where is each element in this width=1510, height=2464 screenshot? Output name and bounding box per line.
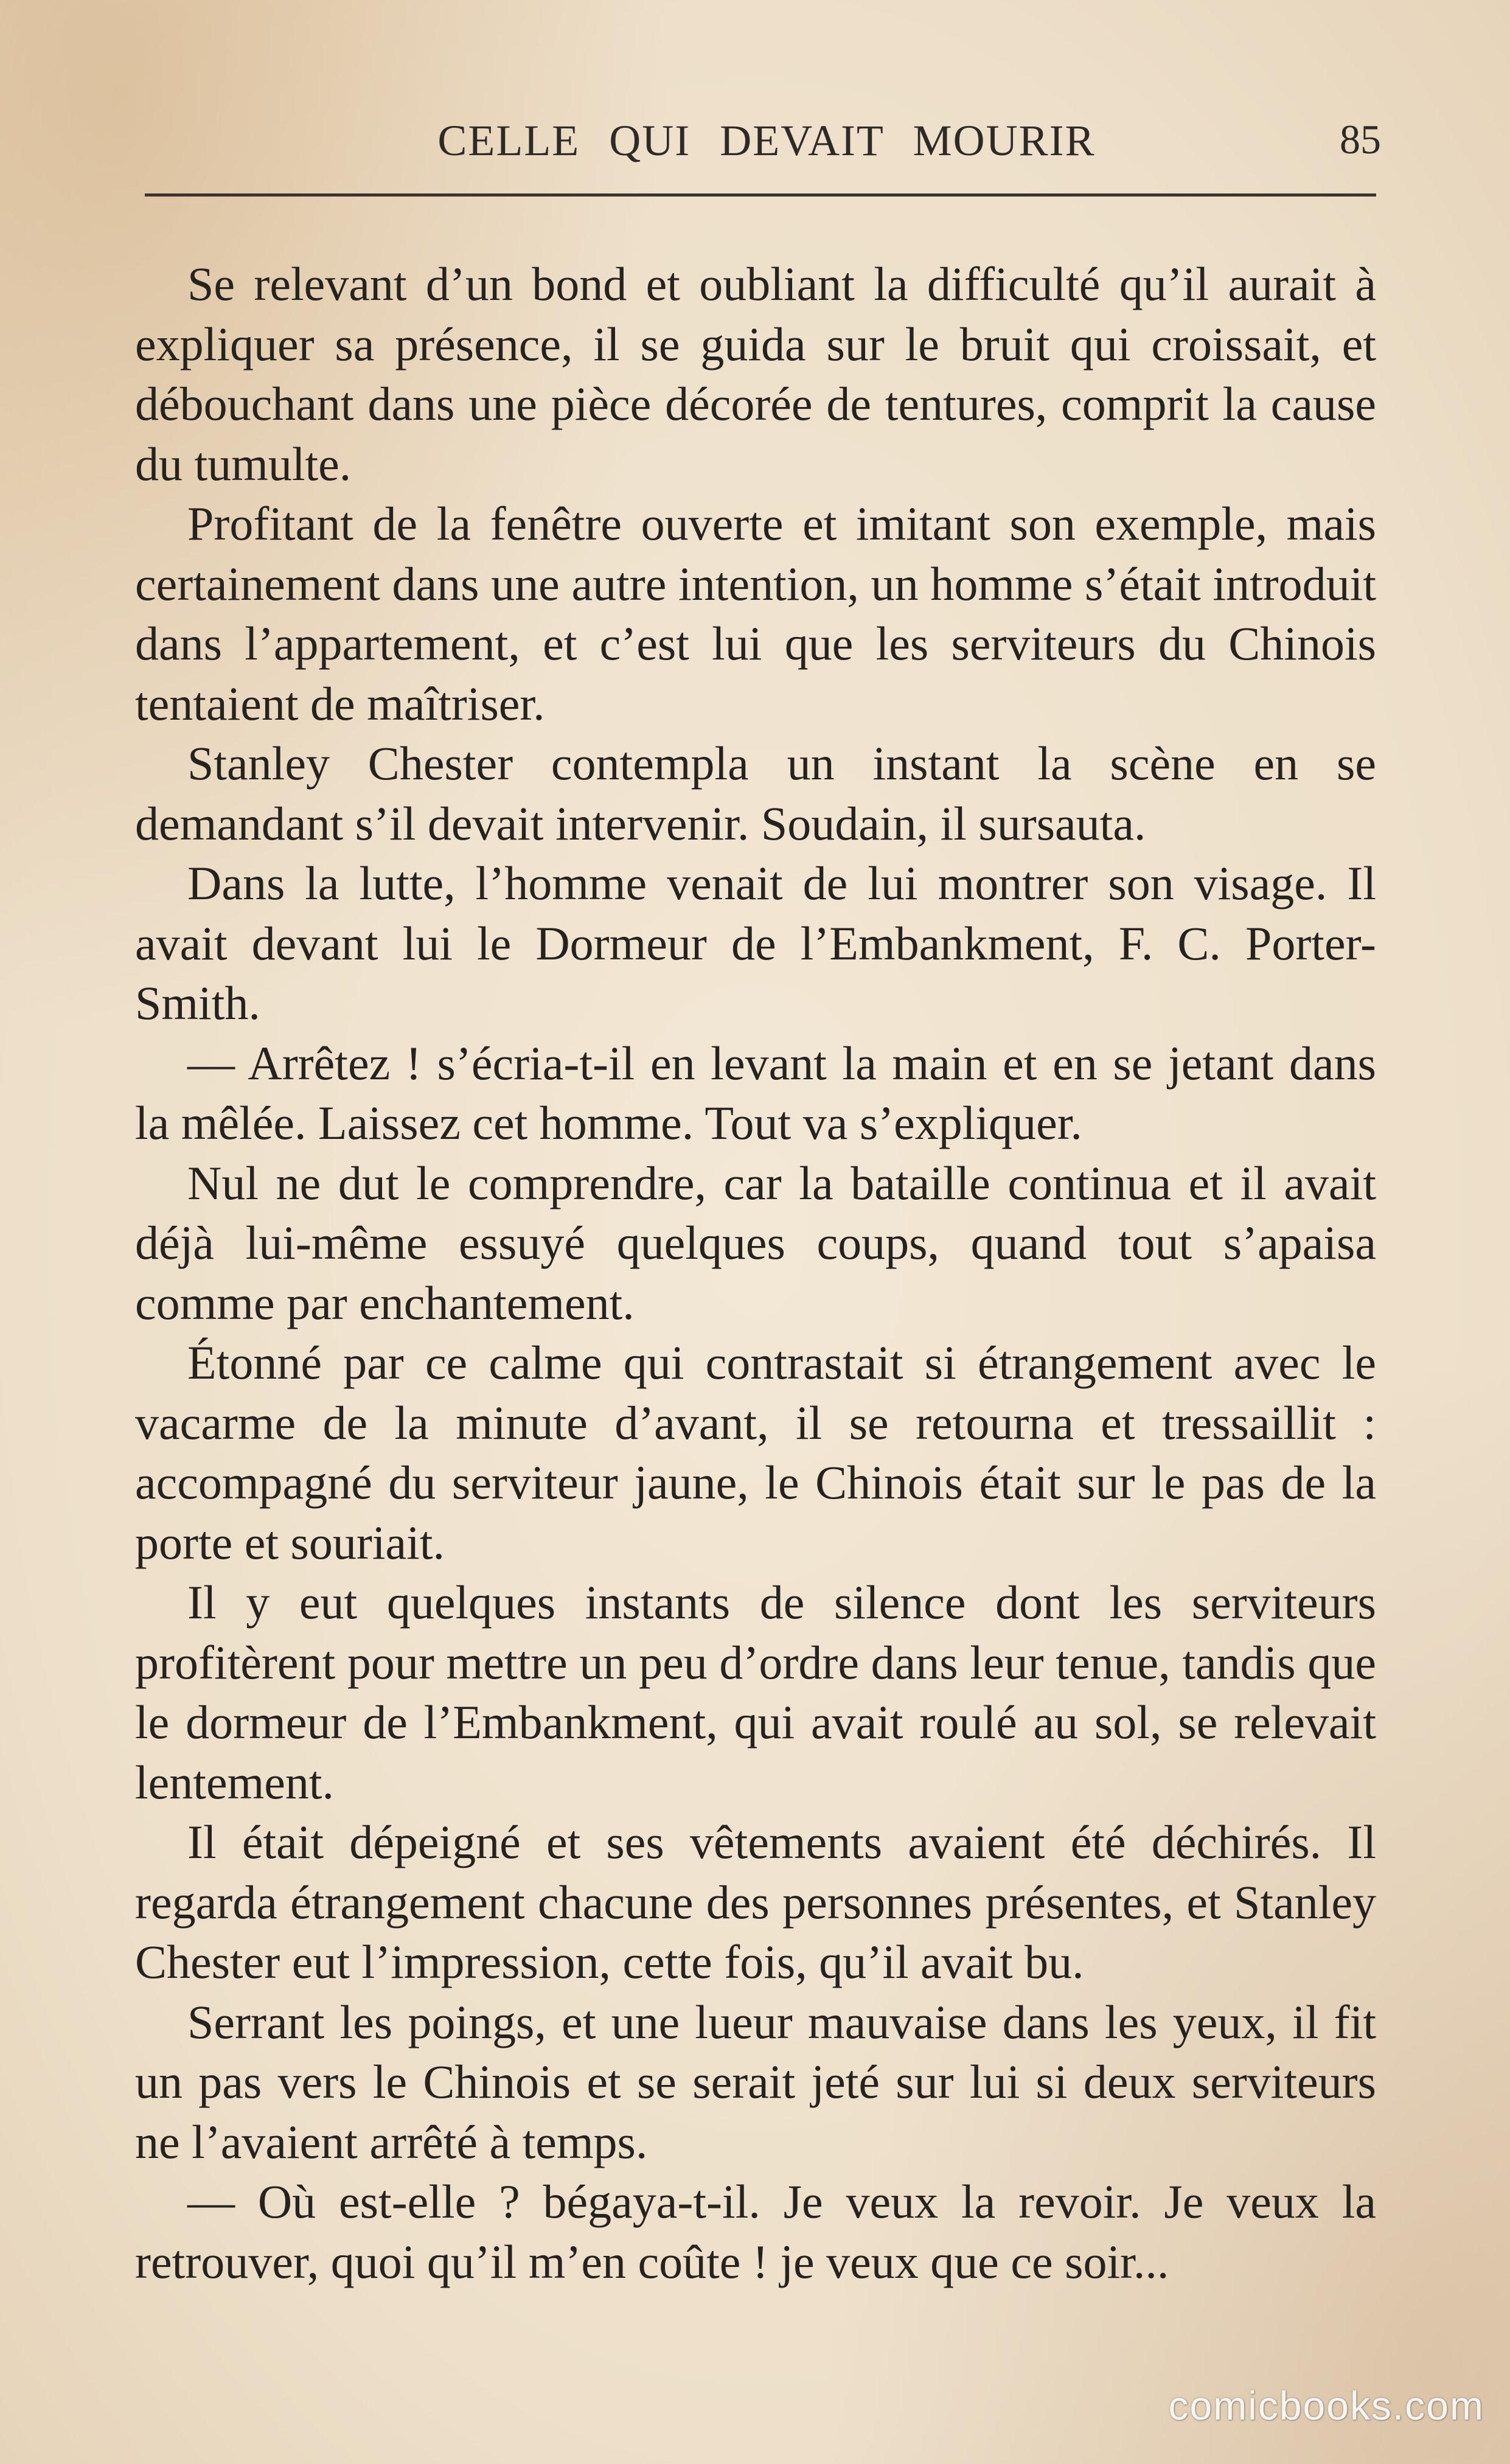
paragraph: Il était dépeigné et ses vêtements avaient été déchirés. Il regarda étrangement chacune des personnes présentes, et Stanley Chester eut l’impression, cette fois, qu’il avait bu.: [135, 1815, 1376, 1988]
paragraph: Dans la lutte, l’homme venait de lui montrer son visage. Il avait devant lui le Dormeur de l’Embankment, F. C. Porter-Smith.: [135, 857, 1376, 1029]
paragraph: Nul ne dut le comprendre, car la bataille continua et il avait déjà lui-même essuyé quelques coups, quand tout s’apaisa comme par enchantement.: [135, 1156, 1376, 1329]
paragraph: Serrant les poings, et une lueur mauvaise dans les yeux, il fit un pas vers le Chinois et se serait jeté sur lui si deux serviteurs ne l’avaient arrêté à temps.: [135, 1995, 1376, 2168]
paragraph: Stanley Chester contempla un instant la scène en se demandant s’il devait intervenir. Soudain, il sursauta.: [135, 737, 1376, 850]
watermark: comicbooks.com: [1168, 2383, 1484, 2428]
running-title: CELLE QUI DEVAIT MOURIR: [437, 116, 1096, 165]
paragraph: — Où est-elle ? bégaya-t-il. Je veux la revoir. Je veux la retrouver, quoi qu’il m’en coûte ! je veux que ce soir...: [135, 2175, 1376, 2288]
paragraph: Se relevant d’un bond et oubliant la difficulté qu’il aurait à expliquer sa présence, il se guida sur le bruit qui croissait, et débouchant dans une pièce décorée de tentures, comprit la cause du tumulte.: [135, 257, 1376, 490]
paragraph: Profitant de la fenêtre ouverte et imitant son exemple, mais certainement dans une autre intention, un homme s’était introduit dans l’appartement, et c’est lui que les serviteurs du Chinois tentaient de maîtriser.: [135, 497, 1376, 730]
page-number: 85: [1340, 116, 1381, 162]
header-rule: [145, 193, 1376, 197]
paragraph: — Arrêtez ! s’écria-t-il en levant la main et en se jetant dans la mêlée. Laissez cet homme. Tout va s’expliquer.: [135, 1036, 1376, 1149]
body-text: [135, 254, 1376, 2292]
paragraph: Il y eut quelques instants de silence dont les serviteurs profitèrent pour mettre un peu d’ordre dans leur tenue, tandis que le dormeur de l’Embankment, qui avait roulé au sol, se relevait lentement.: [135, 1576, 1376, 1809]
paragraph: Étonné par ce calme qui contrastait si étrangement avec le vacarme de la minute d’avant, il se retourna et tressaillit : accompagné du serviteur jaune, le Chinois était sur le pas de la porte et souriait.: [135, 1336, 1376, 1569]
